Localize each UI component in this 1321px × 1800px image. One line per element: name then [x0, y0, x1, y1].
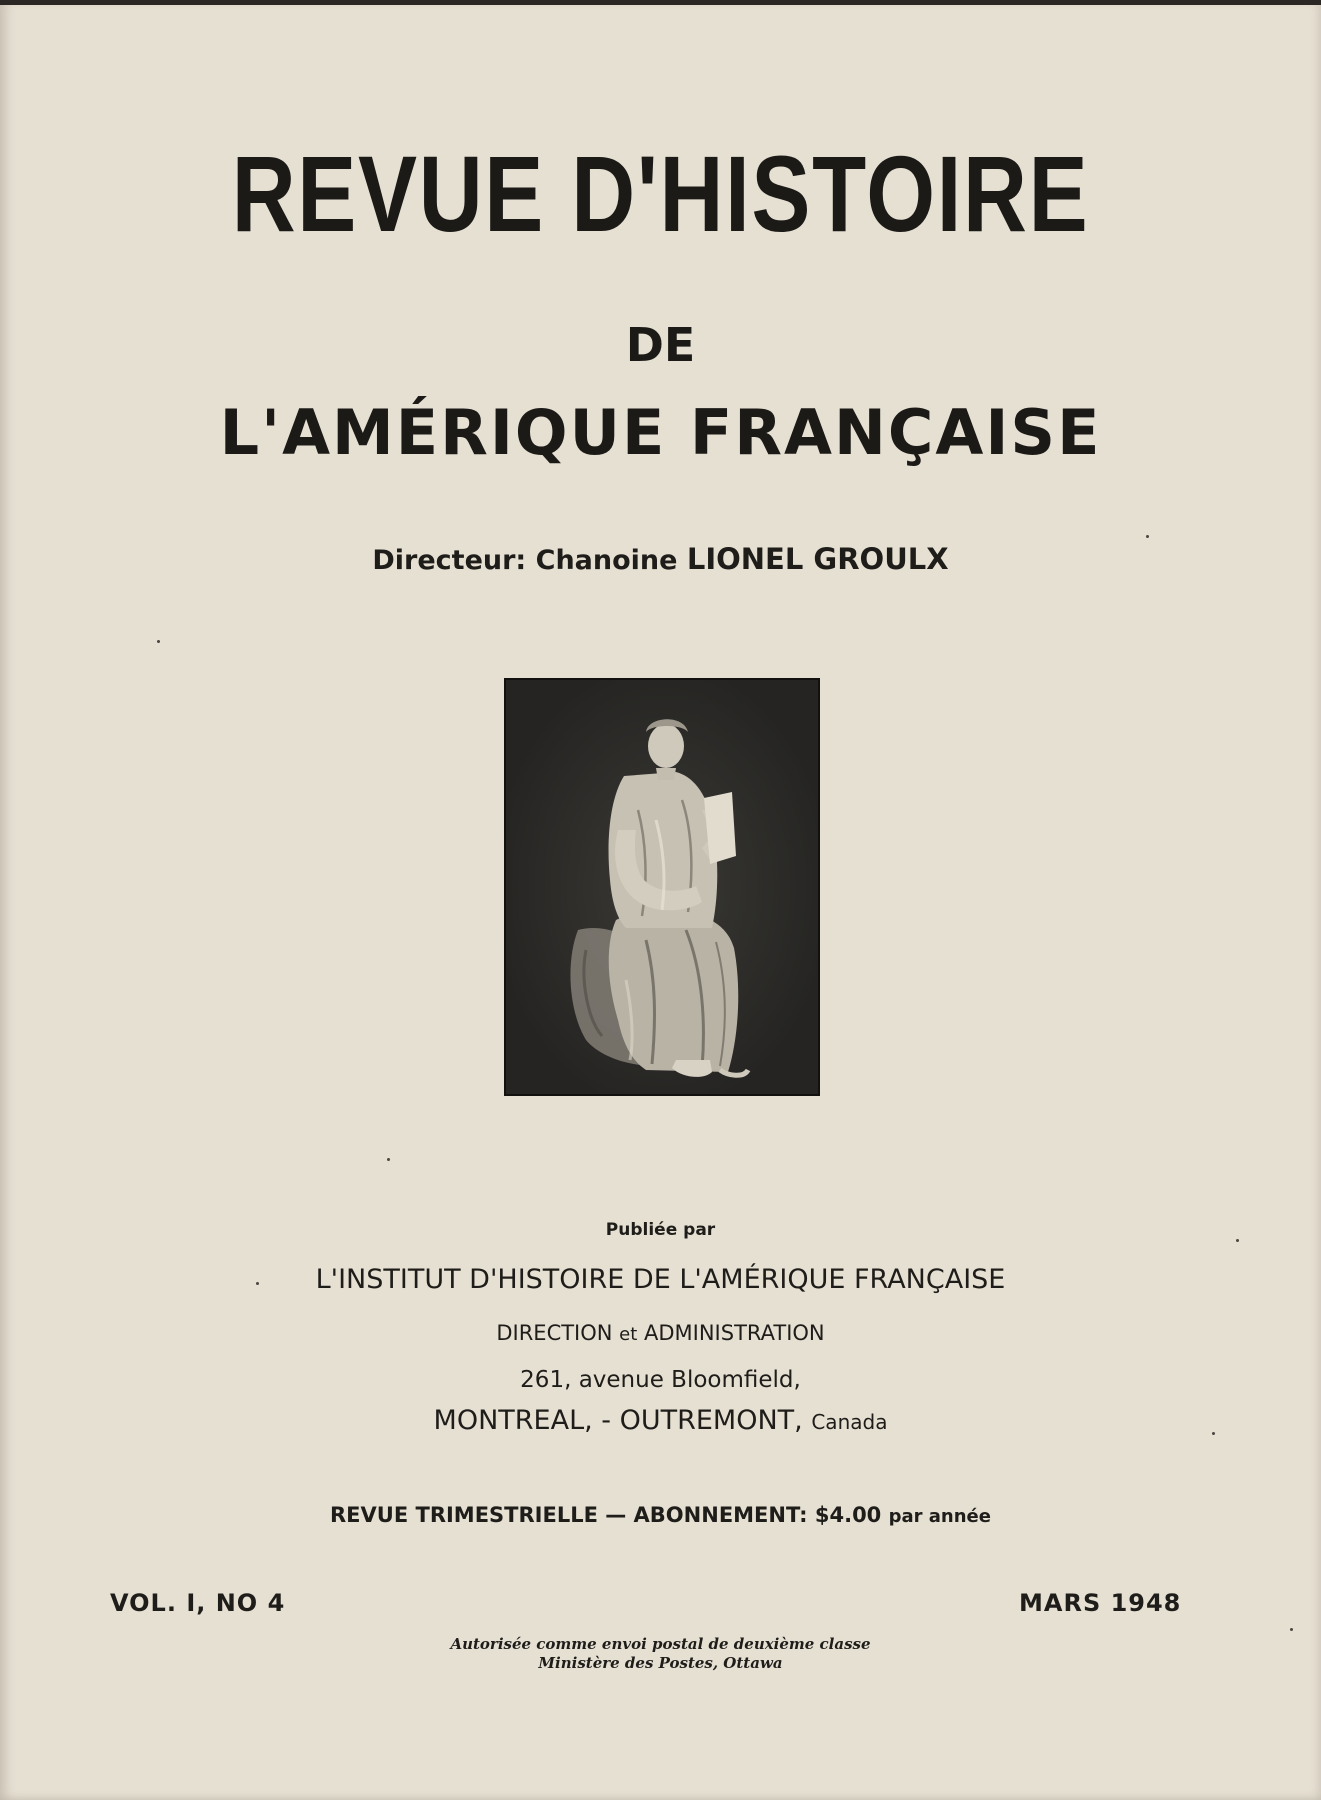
statue-illustration [504, 678, 820, 1096]
subscription-line [0, 1505, 1321, 1526]
paper-speck [1212, 1432, 1215, 1435]
postal-notice-line-1: Autorisée comme envoi postal de deuxième classe [450, 1635, 871, 1653]
paper-speck [1236, 1239, 1239, 1242]
direction-administration [0, 1323, 1321, 1344]
subscription-suffix: par année [888, 1506, 991, 1527]
publisher-institute: L'INSTITUT D'HISTOIRE DE L'AMÉRIQUE FRANÇAISE [315, 1264, 1006, 1295]
direction-word: DIRECTION [496, 1321, 620, 1345]
country-name: Canada [811, 1410, 888, 1434]
postal-notice-line-2: Ministère des Postes, Ottawa [538, 1654, 783, 1672]
director-prefix: Directeur: Chanoine [372, 545, 687, 576]
title-line-2: DE [625, 318, 696, 372]
subscription-text: REVUE TRIMESTRIELLE — ABONNEMENT: $4.00 [330, 1503, 889, 1527]
direction-conjunction: et [619, 1324, 638, 1345]
title-line-1: REVUE D'HISTOIRE [231, 133, 1090, 254]
paper-speck [157, 640, 160, 643]
published-by-label: Publiée par [605, 1220, 716, 1240]
director-name: LIONEL GROULX [686, 542, 949, 576]
city-line [0, 1407, 1321, 1434]
paper-speck [256, 1282, 259, 1285]
administration-word: ADMINISTRATION [637, 1321, 825, 1345]
seated-statue-image [506, 680, 818, 1094]
city-name: MONTREAL, - OUTREMONT, [433, 1405, 812, 1436]
street-address: 261, avenue Bloomfield, [520, 1367, 801, 1393]
paper-speck [1146, 535, 1149, 538]
paper-speck [1290, 1628, 1293, 1631]
paper-speck [387, 1158, 390, 1161]
title-line-3: L'AMÉRIQUE FRANÇAISE [219, 396, 1102, 469]
issue-date: MARS 1948 [1019, 1589, 1182, 1617]
volume-number: VOL. I, NO 4 [110, 1589, 286, 1617]
director-line [0, 542, 1321, 576]
top-edge [0, 0, 1321, 5]
